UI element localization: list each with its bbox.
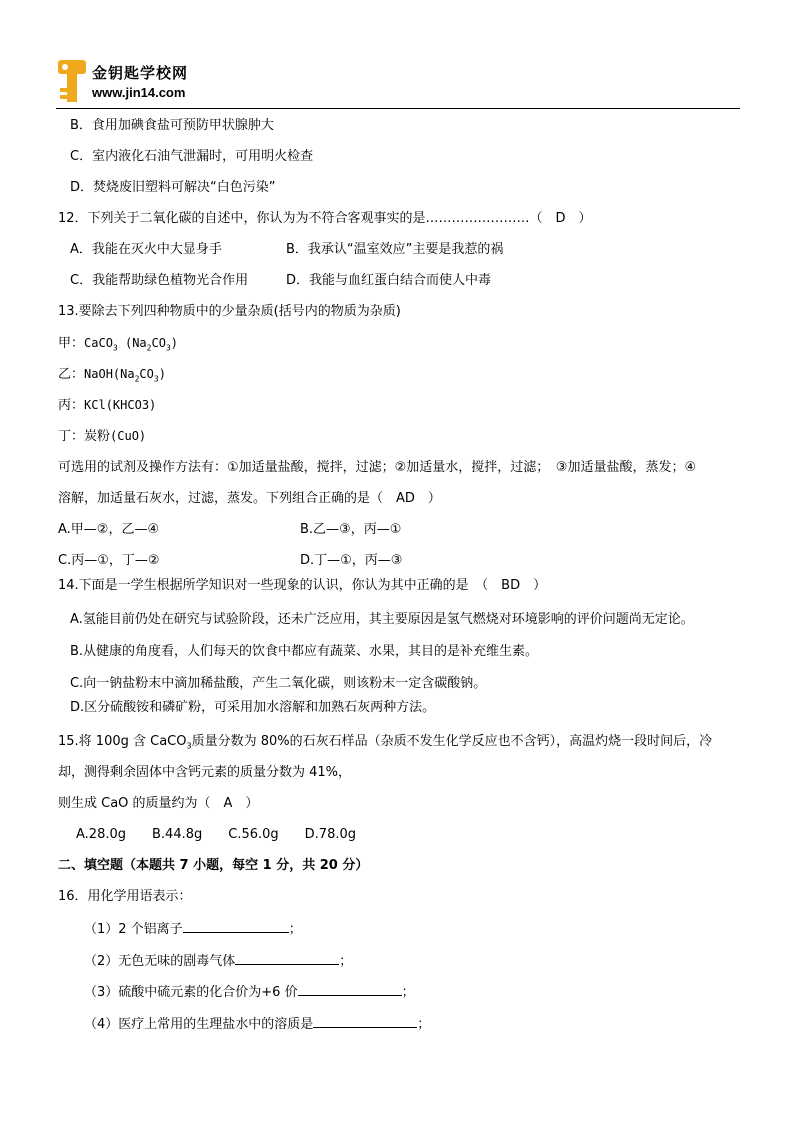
q13-item-yi	[58, 366, 166, 387]
q13-option-d: D.丁—①，丙—③	[300, 553, 403, 568]
formula-sub: 3	[153, 374, 159, 384]
answer-blank[interactable]	[183, 920, 289, 933]
q14-option-b: B.从健康的角度看，人们每天的饮食中都应有蔬菜、水果，其目的是补充维生素。	[70, 644, 539, 659]
q15-stem-line1	[58, 734, 712, 755]
formula-sub: 2	[146, 343, 152, 353]
q14-option-c: C.向一钠盐粉末中滴加稀盐酸，产生二氧化碳，则该粉末一定含碳酸钠。	[70, 676, 487, 691]
formula-part: CO	[139, 367, 154, 381]
q13-ding-name: 炭粉	[84, 429, 111, 444]
q14-option-d: D.区分硫酸铵和磷矿粉，可采用加水溶解和加熟石灰两种方法。	[70, 700, 436, 715]
formula-sub: 2	[134, 374, 140, 384]
q16-item-4	[84, 1015, 430, 1033]
semicolon: ；	[401, 985, 415, 1000]
key-icon	[56, 58, 88, 104]
formula-part: CO	[151, 336, 166, 350]
q16-2-label: （2）无色无味的剧毒气体	[84, 954, 236, 969]
q13-methods-line2: 溶解，加适量石灰水，过滤，蒸发。下列组合正确的是（ AD ）	[58, 491, 441, 506]
header-divider	[56, 108, 740, 109]
semicolon: ；	[288, 922, 302, 937]
site-url[interactable]: www.jin14.com	[92, 85, 186, 100]
q15-part: 15.将 100g 含 CaCO	[58, 734, 187, 749]
section-2-heading: 二、填空题（本题共 7 小题，每空 1 分，共 20 分）	[58, 858, 369, 873]
answer-blank[interactable]	[298, 983, 402, 996]
semicolon: ；	[339, 954, 353, 969]
q11-option-c: C．室内液化石油气泄漏时，可用明火检查	[70, 149, 314, 164]
q13-ding-label: 丁：	[58, 429, 85, 444]
formula-part: (Na	[117, 336, 147, 350]
q13-bing-formula: KCl(KHCO3)	[84, 398, 157, 412]
answer-blank[interactable]	[313, 1015, 417, 1028]
q13-bing-label: 丙：	[58, 398, 85, 413]
site-name: 金钥匙学校网	[92, 64, 189, 82]
answer-blank[interactable]	[235, 952, 339, 965]
formula-sub: 3	[112, 343, 118, 353]
formula-sub: 3	[165, 343, 171, 353]
q16-3-label: （3）硫酸中硫元素的化合价为+6 价	[84, 985, 298, 1000]
q13-stem: 13.要除去下列四种物质中的少量杂质(括号内的物质为杂质)	[58, 304, 401, 319]
q13-option-b: B.乙—③，丙—①	[300, 522, 402, 537]
formula-part: )	[170, 336, 178, 350]
q13-item-bing	[58, 397, 156, 414]
q16-4-label: （4）医疗上常用的生理盐水中的溶质是	[84, 1017, 314, 1032]
q13-yi-label: 乙：	[58, 367, 85, 382]
formula-part: )	[158, 367, 166, 381]
q13-option-c: C.丙—①，丁—②	[58, 553, 160, 568]
q12-option-d: D．我能与血红蛋白结合而使人中毒	[286, 273, 492, 288]
q13-item-ding	[58, 428, 146, 445]
q12-option-c: C．我能帮助绿色植物光合作用	[70, 273, 249, 288]
q12-stem: 12．下列关于二氧化碳的自述中，你认为为不符合客观事实的是……………………（ D ）	[58, 211, 592, 226]
formula-sub: 3	[186, 741, 192, 751]
site-logo	[56, 56, 236, 104]
q15-part: 质量分数为 80%的石灰石样品（杂质不发生化学反应也不含钙），高温灼烧一段时间后，冷	[191, 734, 713, 749]
q15-stem-line3: 则生成 CaO 的质量约为（ A ）	[58, 796, 259, 811]
q11-option-d: D．焚烧废旧塑料可解决“白色污染”	[70, 180, 276, 195]
q13-ding-formula: (CuO)	[110, 429, 147, 443]
q14-option-a: A.氢能目前仍处在研究与试验阶段，还未广泛应用，其主要原因是氢气燃烧对环境影响的评价问题尚无定论。	[70, 612, 694, 627]
semicolon: ；	[417, 1017, 431, 1032]
q16-item-3	[84, 983, 415, 1001]
q16-item-1	[84, 920, 302, 938]
formula-part: CaCO	[84, 336, 113, 350]
q13-jia-label: 甲：	[58, 336, 85, 351]
q16-1-label: （1）2 个铝离子	[84, 922, 183, 937]
q13-methods-line1: 可选用的试剂及操作方法有：①加适量盐酸，搅拌，过滤；②加适量水，搅拌，过滤； ③加适量盐酸，蒸发；④	[58, 460, 697, 475]
q13-option-a: A.甲—②，乙—④	[58, 522, 160, 537]
q11-option-b: B．食用加碘食盐可预防甲状腺肿大	[70, 118, 274, 133]
q12-option-a: A．我能在灭火中大显身手	[70, 242, 222, 257]
q13-item-jia	[58, 335, 178, 356]
q15-options: A.28.0g B.44.8g C.56.0g D.78.0g	[76, 827, 356, 842]
q15-stem-line2: 却，测得剩余固体中含钙元素的质量分数为 41%，	[58, 765, 352, 780]
q16-stem: 16．用化学用语表示：	[58, 889, 192, 904]
q16-item-2	[84, 952, 352, 970]
formula-part: NaOH(Na	[84, 367, 135, 381]
q12-option-b: B．我承认“温室效应”主要是我惹的祸	[286, 242, 504, 257]
q14-stem: 14.下面是一学生根据所学知识对一些现象的认识，你认为其中正确的是 （ BD ）	[58, 578, 547, 593]
